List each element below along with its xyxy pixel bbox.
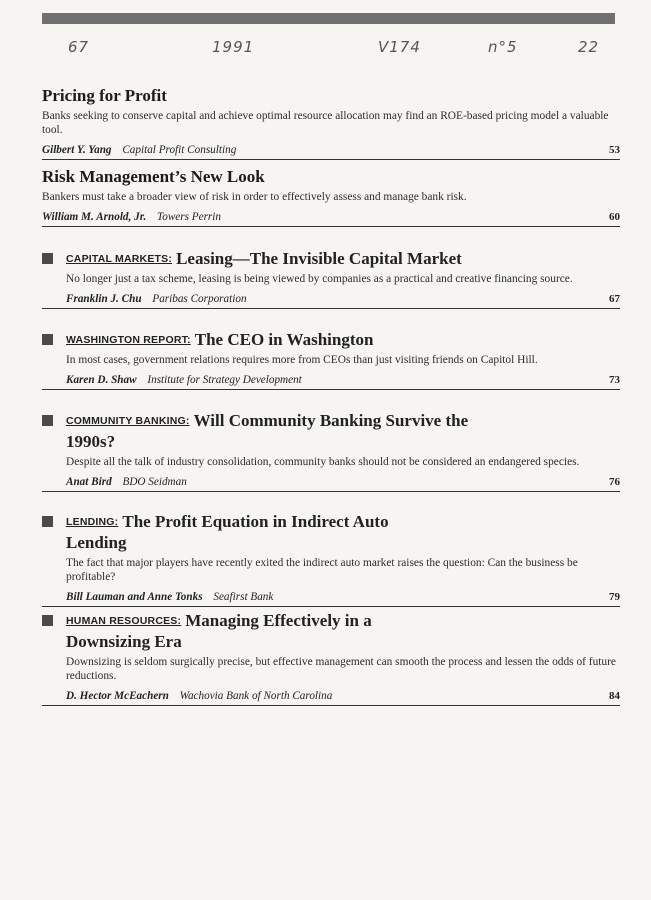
byline	[42, 143, 620, 160]
page-number[interactable]: 60	[609, 211, 620, 223]
article-title[interactable]: The Profit Equation in Indirect Auto Lending	[66, 512, 389, 552]
page-number[interactable]: 84	[609, 690, 620, 702]
article-header	[42, 329, 620, 350]
article-author: Karen D. Shaw	[66, 374, 137, 386]
page-number[interactable]: 67	[609, 293, 620, 305]
department-label: COMMUNITY BANKING:	[66, 415, 190, 427]
article-author: D. Hector McEachern	[66, 690, 169, 702]
toc-entry	[42, 167, 620, 227]
handwritten-note: 67	[68, 38, 90, 56]
article-author: Gilbert Y. Yang	[42, 144, 112, 156]
bullet-square-icon	[42, 334, 53, 345]
article-title[interactable]: Leasing—The Invisible Capital Market	[176, 249, 462, 268]
page-number[interactable]: 79	[609, 591, 620, 603]
article-description: Banks seeking to conserve capital and achieve optimal resource allocation may find an ROE-based pricing model a valuable tool.	[42, 110, 609, 136]
article-affiliation: Paribas Corporation	[152, 293, 247, 305]
article-header	[42, 610, 411, 652]
article-header	[42, 511, 436, 553]
department-label: HUMAN RESOURCES:	[66, 615, 182, 627]
article-affiliation: Capital Profit Consulting	[122, 144, 237, 156]
article-description: The fact that major players have recently exited the indirect auto market raises the question: Can the business be profitable?	[66, 557, 578, 583]
article-description: Bankers must take a broader view of risk in order to effectively assess and manage bank risk.	[42, 191, 467, 203]
article-description: No longer just a tax scheme, leasing is being viewed by companies as a practical and creative financing source.	[66, 273, 573, 285]
page-number[interactable]: 73	[609, 374, 620, 386]
toc-entry	[42, 410, 620, 492]
article-description: Despite all the talk of industry consolidation, community banks should not be considered an endangered species.	[66, 456, 580, 468]
bullet-square-icon	[42, 615, 53, 626]
article-title[interactable]: Managing Effectively in a Downsizing Era	[66, 611, 372, 651]
article-description: In most cases, government relations requires more from CEOs than just visiting friends on Capitol Hill.	[66, 354, 538, 366]
department-label: CAPITAL MARKETS:	[66, 253, 173, 265]
article-header	[42, 410, 496, 452]
toc-entry	[42, 248, 620, 309]
article-title[interactable]: Pricing for Profit	[42, 86, 167, 105]
handwritten-note: 22	[578, 38, 600, 56]
article-affiliation: Towers Perrin	[157, 211, 221, 223]
toc-entry	[42, 86, 620, 160]
article-affiliation: BDO Seidman	[122, 476, 187, 488]
page-number[interactable]: 76	[609, 476, 620, 488]
byline	[42, 292, 620, 309]
department-label: LENDING:	[66, 516, 119, 528]
bullet-square-icon	[42, 516, 53, 527]
toc-entry	[42, 329, 620, 390]
article-author: Bill Lauman and Anne Tonks	[66, 591, 203, 603]
article-title[interactable]: The CEO in Washington	[194, 330, 374, 349]
article-affiliation: Wachovia Bank of North Carolina	[179, 690, 333, 702]
department-label: WASHINGTON REPORT:	[66, 334, 191, 346]
article-description: Downsizing is seldom surgically precise, but effective management can smooth the process and lessen the odds of future reductions.	[66, 656, 616, 682]
byline	[42, 590, 620, 607]
byline	[42, 475, 620, 492]
bullet-square-icon	[42, 253, 53, 264]
top-rule-bar	[42, 13, 615, 24]
handwritten-note: V174	[378, 38, 421, 56]
byline	[42, 373, 620, 390]
article-title[interactable]: Will Community Banking Survive the 1990s?	[66, 411, 469, 451]
article-author: Anat Bird	[66, 476, 112, 488]
article-title[interactable]: Risk Management’s New Look	[42, 167, 265, 186]
byline	[42, 210, 620, 227]
article-author: Franklin J. Chu	[66, 293, 142, 305]
article-affiliation: Institute for Strategy Development	[147, 374, 302, 386]
page-number[interactable]: 53	[609, 144, 620, 156]
article-author: William M. Arnold, Jr.	[42, 211, 147, 223]
handwritten-note: n°5	[488, 38, 518, 56]
byline	[42, 689, 620, 706]
toc-entry	[42, 610, 620, 706]
handwritten-note: 1991	[212, 38, 255, 56]
article-header	[42, 248, 620, 269]
toc-entry	[42, 511, 620, 607]
article-affiliation: Seafirst Bank	[213, 591, 274, 603]
bullet-square-icon	[42, 415, 53, 426]
